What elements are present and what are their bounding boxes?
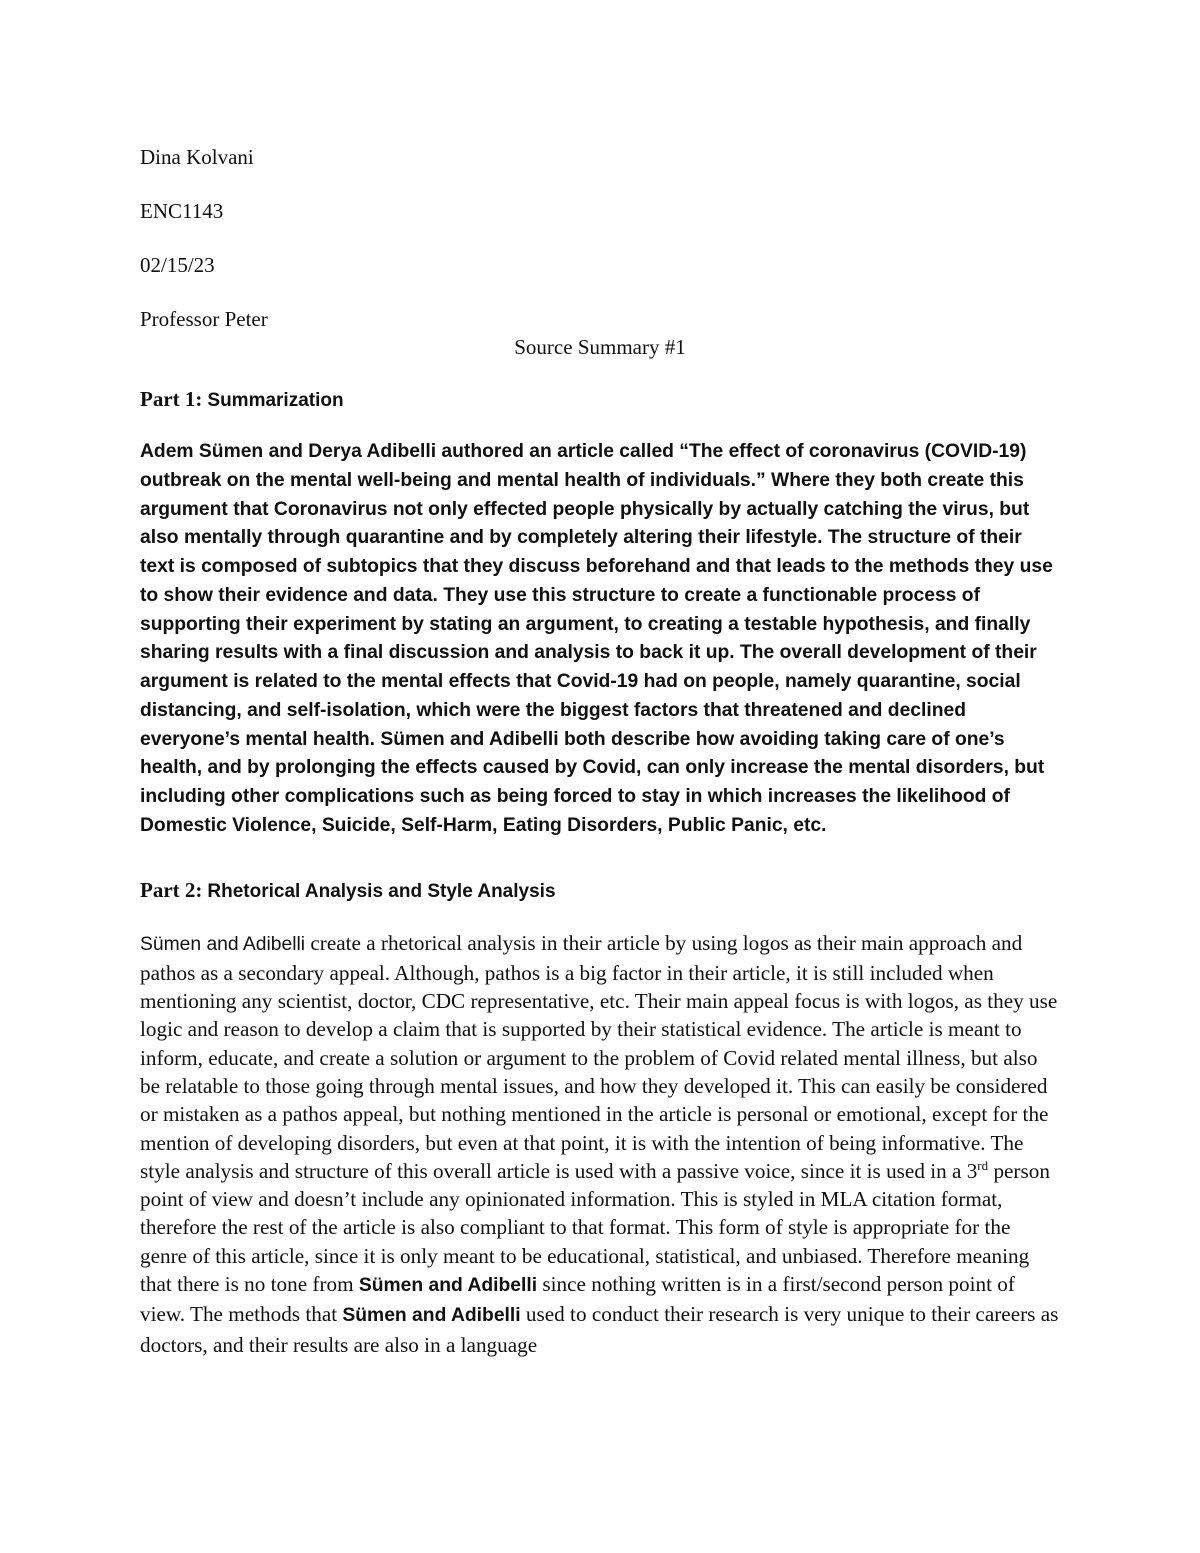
part1-number: Part 1: <box>140 387 203 411</box>
author-names-intro: Sümen and Adibelli <box>140 933 306 955</box>
document-content <box>140 140 1060 1359</box>
author-names-bold-2: Sümen and Adibelli <box>342 1305 521 1327</box>
part1-paragraph: Adem Sümen and Derya Adibelli authored an article called “The effect of coronavirus (COVID-19) outbreak on the mental well-being and mental health of individuals.” Where they both create this argument that Coronavirus not only effected people physically by actually catching the virus, but also mentally through quarantine and by completely altering their lifestyle. The structure of their text is composed of subtopics that they discuss beforehand and that leads to the methods they use to show their evidence and data. They use this structure to create a functionable process of supporting their experiment by stating an argument, to creating a testable hypothesis, and finally sharing results with a final discussion and analysis to back it up. The overall development of their argument is related to the mental effects that Covid-19 had on people, namely quarantine, social distancing, and self-isolation, which were the biggest factors that threatened and declined everyone’s mental health. Sümen and Adibelli both describe how avoiding taking care of one’s health, and by prolonging the effects caused by Covid, can only increase the mental disorders, but including other complications such as being forced to stay in which increases the likelihood of Domestic Violence, Suicide, Self-Harm, Eating Disorders, Public Panic, etc. <box>140 441 1053 836</box>
author-name: Dina Kolvani <box>140 145 254 169</box>
ordinal-number: 3 <box>966 1158 978 1183</box>
professor-name: Professor Peter <box>140 307 268 331</box>
part2-title: Rhetorical Analysis and Style Analysis <box>207 880 556 902</box>
part2-heading <box>140 875 1060 905</box>
part1-title: Summarization <box>207 390 344 411</box>
part2-paragraph <box>140 929 1060 1359</box>
part1-heading <box>140 384 1060 414</box>
part2-number: Part 2: <box>140 877 203 902</box>
course-code: ENC1143 <box>140 199 224 223</box>
part2-text-b: person point of view and doesn’t include any opinionated information. This is styled in MLA citation format, therefore the rest of the article is also compliant to that format. This form of style is appropriate for the genre of this article, since it is only meant to be educational, statistical, and unbiased. Therefore meaning that there is no tone from <box>140 1158 1050 1297</box>
date: 02/15/23 <box>140 253 215 277</box>
ordinal-suffix: rd <box>977 1157 989 1173</box>
author-names-bold-1: Sümen and Adibelli <box>358 1275 538 1297</box>
part2-text-a: create a rhetorical analysis in their article by using logos as their main approach and pathos as a secondary appeal. Although, pathos is a big factor in their article, it is still included when mentioning any scientist, doctor, CDC representative, etc. Their main appeal focus is with logos, as they use logic and reason to develop a claim that is supported by their statistical evidence. The article is meant to inform, educate, and create a solution or argument to the problem of Covid related mental illness, but also be relatable to those going through mental issues, and how they developed it. This can easily be considered or mistaken as a pathos appeal, but nothing mentioned in the article is personal or emotional, except for the mention of developing disorders, but even at that point, it is with the intention of being informative. The style analysis and structure of this overall article is used with a passive voice, since it is used in a <box>140 930 1058 1183</box>
part2-text-c: since nothing written is in a first/second person point of view. The methods that <box>140 1272 1015 1327</box>
part2-text-d: used to conduct their research is very unique to their careers as doctors, and their results are also in a language <box>140 1302 1059 1357</box>
document-title: Source Summary #1 <box>514 335 686 359</box>
